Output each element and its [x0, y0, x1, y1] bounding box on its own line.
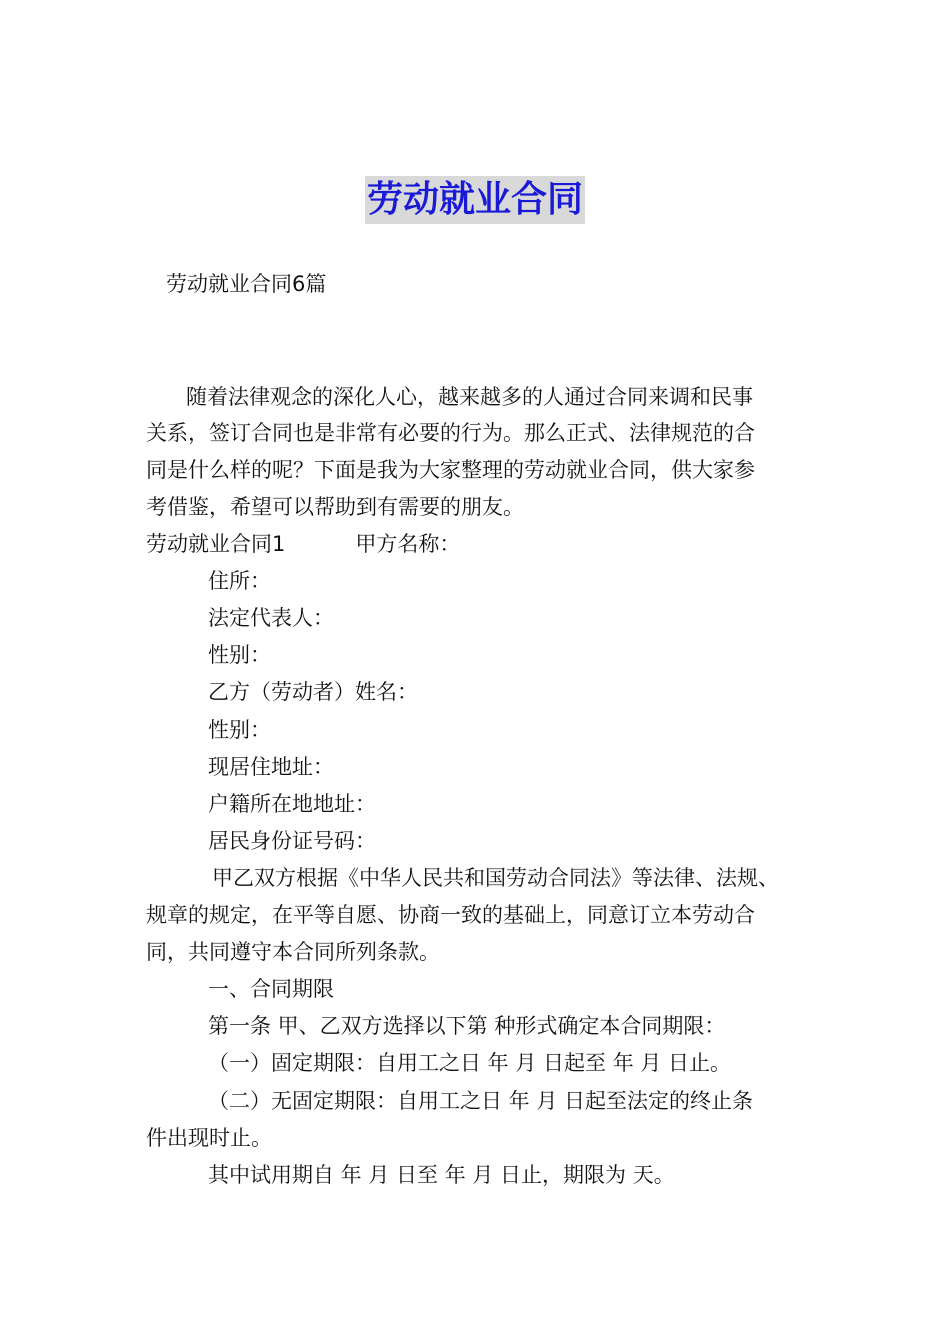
document-title-wrap	[0, 176, 950, 224]
field-label: 性别：	[208, 643, 271, 667]
option-text: （二）无固定期限：自用工之日 年 月 日起至法定的终止条	[208, 1089, 754, 1113]
section-heading-row	[146, 530, 460, 558]
intro-line: 同是什么样的呢？下面是我为大家整理的劳动就业合同，供大家参	[146, 458, 755, 482]
field-label: 户籍所在地地址：	[208, 792, 376, 816]
section-heading: 劳动就业合同1	[146, 532, 286, 556]
field-label: 法定代表人：	[208, 606, 334, 630]
document-subtitle: 劳动就业合同6篇	[166, 272, 327, 296]
field-label: 居民身份证号码：	[208, 829, 376, 853]
option-text: （一）固定期限：自用工之日 年 月 日起至 年 月 日止。	[208, 1051, 732, 1075]
field-label: 性别：	[208, 718, 271, 742]
clause-heading: 一、合同期限	[208, 977, 334, 1001]
agreement-line: 同，共同遵守本合同所列条款。	[146, 940, 440, 964]
field-label: 乙方（劳动者）姓名：	[208, 680, 418, 704]
intro-line: 考借鉴，希望可以帮助到有需要的朋友。	[146, 495, 524, 519]
article-text: 第一条 甲、乙双方选择以下第 种形式确定本合同期限：	[208, 1014, 726, 1038]
party-a-name-label: 甲方名称：	[355, 532, 461, 556]
field-label: 住所：	[208, 569, 271, 593]
option-text: 件出现时止。	[146, 1126, 272, 1150]
document-title: 劳动就业合同	[365, 176, 585, 224]
agreement-line: 规章的规定，在平等自愿、协商一致的基础上，同意订立本劳动合	[146, 903, 755, 927]
probation-text: 其中试用期自 年 月 日至 年 月 日止，期限为 天。	[208, 1163, 675, 1187]
intro-line: 随着法律观念的深化人心，越来越多的人通过合同来调和民事	[186, 385, 753, 409]
agreement-line: 甲乙双方根据《中华人民共和国劳动合同法》等法律、法规、	[212, 866, 779, 890]
field-label: 现居住地址：	[208, 755, 334, 779]
intro-line: 关系，签订合同也是非常有必要的行为。那么正式、法律规范的合	[146, 421, 755, 445]
